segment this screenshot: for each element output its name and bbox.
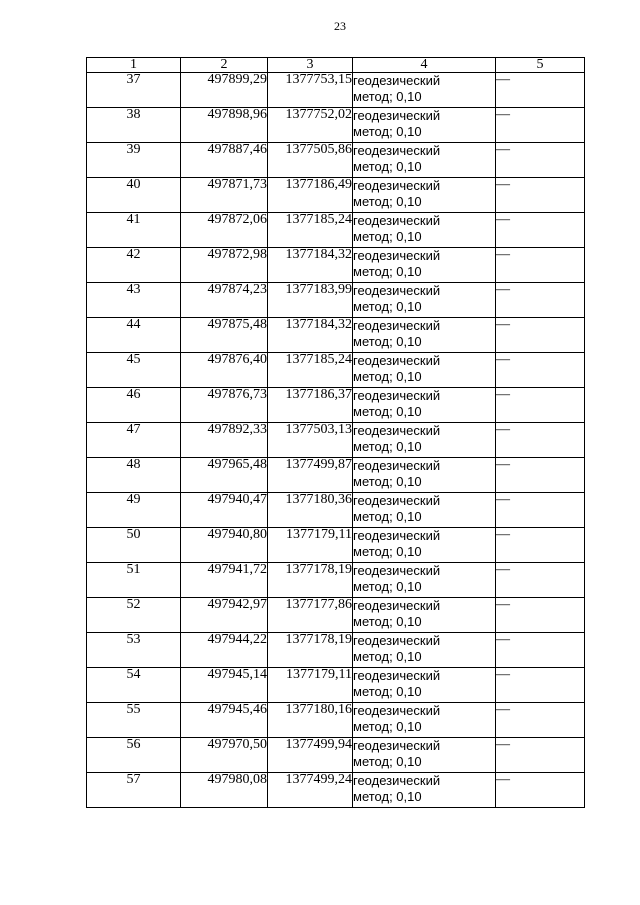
point-number: 47: [87, 423, 181, 458]
header-col-5: 5: [496, 58, 585, 73]
coordinate-y: 1377753,15: [268, 73, 353, 108]
table-row: [87, 283, 585, 318]
coordinate-y: 1377499,87: [268, 458, 353, 493]
method-name: геодезический: [353, 318, 441, 333]
table-row: [87, 528, 585, 563]
coordinate-x: 497875,48: [181, 318, 268, 353]
method-cell: [353, 143, 496, 178]
description-dash: —: [496, 213, 585, 248]
method-accuracy: метод; 0,10: [353, 194, 422, 209]
method-name: геодезический: [353, 213, 441, 228]
table-row: [87, 633, 585, 668]
method-accuracy: метод; 0,10: [353, 474, 422, 489]
description-dash: —: [496, 493, 585, 528]
coordinate-x: 497887,46: [181, 143, 268, 178]
coordinate-x: 497872,98: [181, 248, 268, 283]
description-dash: —: [496, 598, 585, 633]
coordinate-y: 1377184,32: [268, 248, 353, 283]
coordinate-y: 1377177,86: [268, 598, 353, 633]
point-number: 56: [87, 738, 181, 773]
coordinate-x: 497944,22: [181, 633, 268, 668]
coordinate-x: 497970,50: [181, 738, 268, 773]
description-dash: —: [496, 353, 585, 388]
coordinate-y: 1377179,11: [268, 668, 353, 703]
point-number: 55: [87, 703, 181, 738]
method-accuracy: метод; 0,10: [353, 439, 422, 454]
table-row: [87, 493, 585, 528]
description-dash: —: [496, 318, 585, 353]
coordinate-y: 1377183,99: [268, 283, 353, 318]
method-name: геодезический: [353, 178, 441, 193]
coordinate-x: 497940,80: [181, 528, 268, 563]
point-number: 39: [87, 143, 181, 178]
table-row: [87, 353, 585, 388]
coordinate-x: 497942,97: [181, 598, 268, 633]
point-number: 42: [87, 248, 181, 283]
method-cell: [353, 73, 496, 108]
coordinate-y: 1377499,94: [268, 738, 353, 773]
point-number: 40: [87, 178, 181, 213]
point-number: 53: [87, 633, 181, 668]
coordinate-y: 1377503,13: [268, 423, 353, 458]
method-accuracy: метод; 0,10: [353, 649, 422, 664]
point-number: 54: [87, 668, 181, 703]
table-row: [87, 773, 585, 808]
coordinate-y: 1377505,86: [268, 143, 353, 178]
page-number: 23: [334, 19, 346, 33]
method-name: геодезический: [353, 528, 441, 543]
method-name: геодезический: [353, 738, 441, 753]
point-number: 48: [87, 458, 181, 493]
coordinate-y: 1377178,19: [268, 633, 353, 668]
coordinate-y: 1377185,24: [268, 213, 353, 248]
coordinate-y: 1377184,32: [268, 318, 353, 353]
coordinate-x: 497945,14: [181, 668, 268, 703]
table-row: [87, 738, 585, 773]
table-row: [87, 318, 585, 353]
coordinate-y: 1377186,49: [268, 178, 353, 213]
description-dash: —: [496, 738, 585, 773]
table-row: [87, 563, 585, 598]
method-name: геодезический: [353, 668, 441, 683]
method-accuracy: метод; 0,10: [353, 264, 422, 279]
table-row: [87, 143, 585, 178]
description-dash: —: [496, 248, 585, 283]
description-dash: —: [496, 528, 585, 563]
method-name: геодезический: [353, 458, 441, 473]
method-accuracy: метод; 0,10: [353, 579, 422, 594]
method-cell: [353, 633, 496, 668]
method-accuracy: метод; 0,10: [353, 544, 422, 559]
method-cell: [353, 213, 496, 248]
coordinate-y: 1377186,37: [268, 388, 353, 423]
table-row: [87, 703, 585, 738]
method-name: геодезический: [353, 493, 441, 508]
method-cell: [353, 598, 496, 633]
coordinate-y: 1377178,19: [268, 563, 353, 598]
coordinate-x: 497874,23: [181, 283, 268, 318]
description-dash: —: [496, 563, 585, 598]
coordinate-x: 497898,96: [181, 108, 268, 143]
method-cell: [353, 423, 496, 458]
description-dash: —: [496, 633, 585, 668]
table-row: [87, 598, 585, 633]
coordinate-y: 1377179,11: [268, 528, 353, 563]
table-row: [87, 668, 585, 703]
header-col-2: 2: [181, 58, 268, 73]
coordinate-x: 497871,73: [181, 178, 268, 213]
method-cell: [353, 283, 496, 318]
method-cell: [353, 493, 496, 528]
method-name: геодезический: [353, 73, 441, 88]
method-name: геодезический: [353, 423, 441, 438]
method-name: геодезический: [353, 703, 441, 718]
table-body: [87, 73, 585, 808]
coordinate-y: 1377180,36: [268, 493, 353, 528]
coordinates-table: [86, 57, 585, 808]
coordinate-x: 497980,08: [181, 773, 268, 808]
coordinate-y: 1377752,02: [268, 108, 353, 143]
method-name: геодезический: [353, 388, 441, 403]
point-number: 57: [87, 773, 181, 808]
table-row: [87, 423, 585, 458]
point-number: 41: [87, 213, 181, 248]
coordinate-x: 497945,46: [181, 703, 268, 738]
coordinate-x: 497965,48: [181, 458, 268, 493]
point-number: 46: [87, 388, 181, 423]
coordinate-y: 1377499,24: [268, 773, 353, 808]
method-accuracy: метод; 0,10: [353, 299, 422, 314]
method-cell: [353, 773, 496, 808]
method-name: геодезический: [353, 248, 441, 263]
method-accuracy: метод; 0,10: [353, 334, 422, 349]
table-row: [87, 388, 585, 423]
description-dash: —: [496, 283, 585, 318]
method-name: геодезический: [353, 353, 441, 368]
table-row: [87, 248, 585, 283]
coordinate-y: 1377185,24: [268, 353, 353, 388]
method-cell: [353, 668, 496, 703]
coordinate-x: 497892,33: [181, 423, 268, 458]
description-dash: —: [496, 668, 585, 703]
method-cell: [353, 703, 496, 738]
method-cell: [353, 458, 496, 493]
coordinate-x: 497872,06: [181, 213, 268, 248]
point-number: 43: [87, 283, 181, 318]
point-number: 38: [87, 108, 181, 143]
table-header-row: [87, 58, 585, 73]
point-number: 45: [87, 353, 181, 388]
description-dash: —: [496, 108, 585, 143]
coordinate-y: 1377180,16: [268, 703, 353, 738]
description-dash: —: [496, 703, 585, 738]
method-cell: [353, 528, 496, 563]
point-number: 44: [87, 318, 181, 353]
method-cell: [353, 353, 496, 388]
point-number: 52: [87, 598, 181, 633]
method-cell: [353, 563, 496, 598]
point-number: 51: [87, 563, 181, 598]
coordinate-x: 497876,73: [181, 388, 268, 423]
method-name: геодезический: [353, 563, 441, 578]
method-accuracy: метод; 0,10: [353, 684, 422, 699]
coordinate-x: 497940,47: [181, 493, 268, 528]
point-number: 50: [87, 528, 181, 563]
method-cell: [353, 108, 496, 143]
header-col-3: 3: [268, 58, 353, 73]
description-dash: —: [496, 458, 585, 493]
table-row: [87, 108, 585, 143]
table-row: [87, 458, 585, 493]
table-row: [87, 213, 585, 248]
method-name: геодезический: [353, 108, 441, 123]
method-accuracy: метод; 0,10: [353, 614, 422, 629]
method-cell: [353, 178, 496, 213]
method-accuracy: метод; 0,10: [353, 789, 422, 804]
method-accuracy: метод; 0,10: [353, 89, 422, 104]
description-dash: —: [496, 423, 585, 458]
method-accuracy: метод; 0,10: [353, 754, 422, 769]
method-cell: [353, 738, 496, 773]
method-cell: [353, 388, 496, 423]
table-row: [87, 73, 585, 108]
method-accuracy: метод; 0,10: [353, 229, 422, 244]
method-accuracy: метод; 0,10: [353, 404, 422, 419]
description-dash: —: [496, 143, 585, 178]
coordinate-x: 497876,40: [181, 353, 268, 388]
method-accuracy: метод; 0,10: [353, 159, 422, 174]
description-dash: —: [496, 73, 585, 108]
table-row: [87, 178, 585, 213]
coordinate-x: 497941,72: [181, 563, 268, 598]
header-col-1: 1: [87, 58, 181, 73]
method-cell: [353, 318, 496, 353]
method-accuracy: метод; 0,10: [353, 509, 422, 524]
header-col-4: 4: [353, 58, 496, 73]
method-accuracy: метод; 0,10: [353, 124, 422, 139]
description-dash: —: [496, 773, 585, 808]
method-cell: [353, 248, 496, 283]
method-name: геодезический: [353, 598, 441, 613]
method-name: геодезический: [353, 143, 441, 158]
method-name: геодезический: [353, 283, 441, 298]
method-accuracy: метод; 0,10: [353, 369, 422, 384]
point-number: 49: [87, 493, 181, 528]
method-accuracy: метод; 0,10: [353, 719, 422, 734]
description-dash: —: [496, 388, 585, 423]
method-name: геодезический: [353, 633, 441, 648]
method-name: геодезический: [353, 773, 441, 788]
coordinate-x: 497899,29: [181, 73, 268, 108]
point-number: 37: [87, 73, 181, 108]
description-dash: —: [496, 178, 585, 213]
